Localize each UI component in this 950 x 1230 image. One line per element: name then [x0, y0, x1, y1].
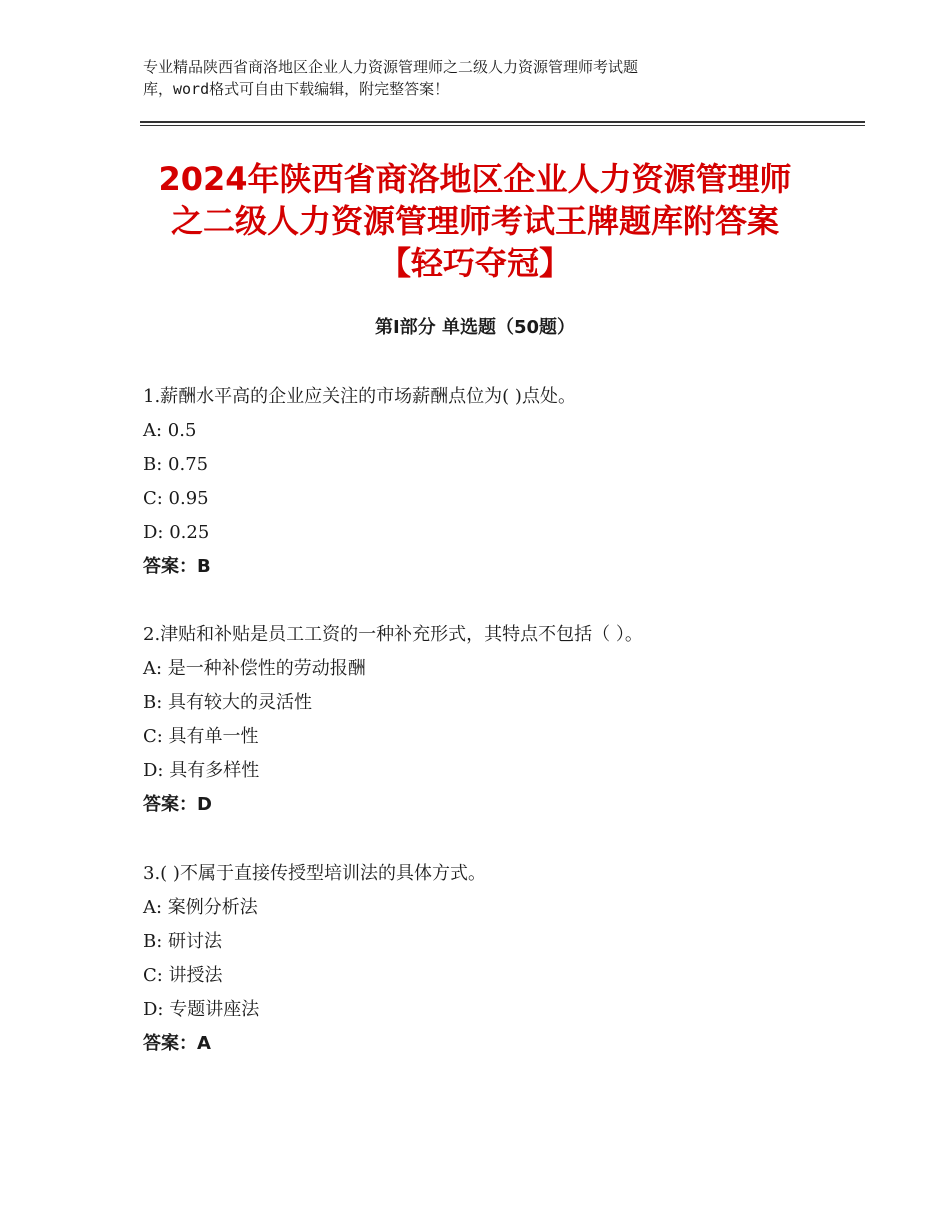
- section-heading: 第Ⅰ部分 单选题（50题）: [374, 317, 575, 338]
- title-line: 之二级人力资源管理师考试王牌题库附答案: [170, 202, 779, 240]
- option-d: D: 专题讲座法: [143, 999, 260, 1020]
- option-b: B: 研讨法: [143, 931, 223, 952]
- header-note: [143, 56, 783, 100]
- option-c: C: 具有单一性: [143, 726, 259, 747]
- header-note-line: 专业精品陕西省商洛地区企业人力资源管理师之二级人力资源管理师考试题: [143, 58, 639, 76]
- question-3: [143, 857, 863, 1061]
- title-line: 2024年陕西省商洛地区企业人力资源管理师: [158, 160, 792, 198]
- question-1: [143, 380, 863, 584]
- option-c: C: 讲授法: [143, 965, 223, 986]
- document-title: [100, 158, 850, 284]
- option-a: A: 0.5: [143, 420, 197, 441]
- option-b: B: 0.75: [143, 454, 209, 475]
- answer: 答案：D: [143, 794, 212, 815]
- title-line: 【轻巧夺冠】: [378, 244, 571, 282]
- option-b: B: 具有较大的灵活性: [143, 692, 313, 713]
- header-divider: [140, 121, 865, 123]
- question-stem: 3.( )不属于直接传授型培训法的具体方式。: [143, 863, 486, 884]
- option-d: D: 0.25: [143, 522, 210, 543]
- option-a: A: 是一种补偿性的劳动报酬: [143, 658, 366, 679]
- question-stem: 1.薪酬水平高的企业应关注的市场薪酬点位为( )点处。: [143, 386, 576, 407]
- question-stem: 2.津贴和补贴是员工工资的一种补充形式，其特点不包括（ ）。: [143, 624, 643, 645]
- option-a: A: 案例分析法: [143, 897, 258, 918]
- header-divider-thin: [140, 125, 865, 126]
- answer: 答案：B: [143, 556, 211, 577]
- answer: 答案：A: [143, 1033, 211, 1054]
- option-d: D: 具有多样性: [143, 760, 260, 781]
- question-2: [143, 618, 863, 822]
- option-c: C: 0.95: [143, 488, 209, 509]
- header-note-line: 库，word格式可自由下载编辑，附完整答案！: [143, 80, 450, 98]
